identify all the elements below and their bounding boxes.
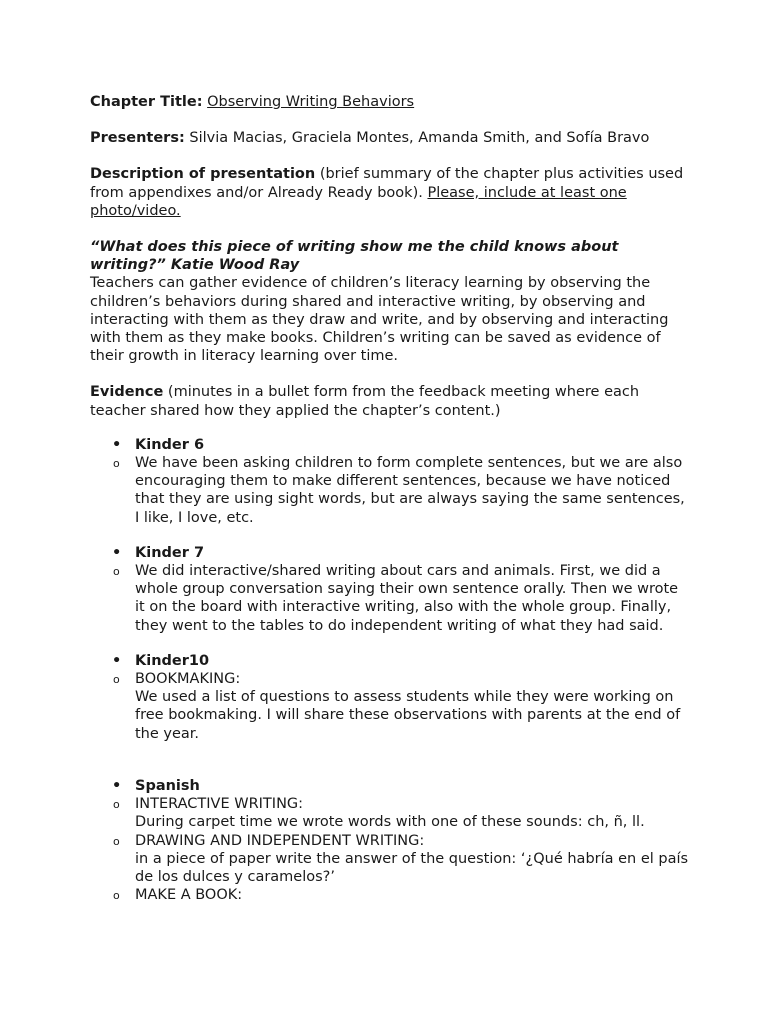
list-item: [90, 832, 690, 850]
list-item: [90, 795, 690, 813]
quote-heading: “What does this piece of writing show me the child knows about writing?” Katie Wood Ray: [90, 239, 619, 274]
evidence-group: [90, 436, 690, 527]
description-request: Please, include at least one photo/video.: [90, 184, 627, 219]
description-label: Description of presentation: [90, 166, 316, 183]
circle-bullet-icon: o: [113, 798, 120, 812]
list-item: [90, 670, 690, 688]
circle-bullet-icon: o: [113, 457, 120, 471]
group-name: Kinder 7: [135, 544, 205, 561]
evidence-paragraph: [90, 383, 690, 419]
description-text: (brief summary of the chapter plus activities used from appendixes and/or Already Ready book).: [90, 166, 684, 201]
list-item: [90, 454, 690, 527]
presenters-line: [90, 129, 690, 147]
list-item-body: During carpet time we wrote words with one of these sounds: ch, ñ, ll.: [135, 814, 645, 831]
evidence-group: [90, 652, 690, 743]
list-item-head: DRAWING AND INDEPENDENT WRITING:: [135, 832, 425, 849]
circle-bullet-icon: o: [113, 565, 120, 579]
bullet-icon: •: [112, 777, 122, 794]
group-heading: [90, 777, 690, 795]
evidence-text: (minutes in a bullet form from the feedback meeting where each teacher shared how they applied the chapter’s content.): [90, 384, 640, 419]
document-page: [90, 93, 690, 904]
list-item-body: We used a list of questions to assess students while they were working on free bookmaking. I will share these observations with parents at the end of the year.: [135, 689, 681, 742]
group-name: Kinder 6: [135, 436, 205, 453]
group-name: Kinder10: [135, 652, 210, 669]
list-item-body: in a piece of paper write the answer of the question: ‘¿Qué habría en el país de los dulces y caramelos?’: [135, 850, 689, 885]
list-item-text: We have been asking children to form complete sentences, but we are also encouraging them to make different sentences, because we have noticed that they are using sight words, but are always saying the same sentences, I like, I love, etc.: [135, 455, 685, 526]
bullet-icon: •: [112, 652, 122, 669]
evidence-group: [90, 777, 690, 904]
evidence-label: Evidence: [90, 384, 164, 401]
evidence-group: [90, 544, 690, 635]
group-heading: [90, 436, 690, 454]
circle-bullet-icon: o: [113, 673, 120, 687]
group-name: Spanish: [135, 777, 200, 794]
list-item-head: INTERACTIVE WRITING:: [135, 796, 304, 813]
description-paragraph: [90, 165, 690, 220]
list-item: [90, 886, 690, 904]
circle-bullet-icon: o: [113, 834, 120, 848]
group-heading: [90, 544, 690, 562]
presenters-names: Silvia Macias, Graciela Montes, Amanda Smith, and Sofía Bravo: [189, 130, 650, 147]
summary-paragraph: Teachers can gather evidence of children’s literacy learning by observing the children’s behaviors during shared and interactive writing, by observing and interacting with them as they draw and write, and by observing and interacting with them as they make books. Children’s writing can be saved as evidence of their growth in literacy learning over time.: [90, 275, 669, 365]
bullet-icon: •: [112, 436, 122, 453]
group-heading: [90, 652, 690, 670]
circle-bullet-icon: o: [113, 889, 120, 903]
chapter-title-label: Chapter Title:: [90, 94, 203, 110]
chapter-title: Observing Writing Behaviors: [207, 94, 415, 110]
chapter-title-line: [90, 93, 690, 111]
list-item: [90, 562, 690, 635]
list-item-head: MAKE A BOOK:: [135, 887, 243, 904]
list-item-text: We did interactive/shared writing about cars and animals. First, we did a whole group conversation saying their own sentence orally. Then we wrote it on the board with interactive writing, also with the whole group. Finally, they went to the tables to do independent writing of what they had said.: [135, 563, 679, 634]
bullet-icon: •: [112, 544, 122, 561]
presenters-label: Presenters:: [90, 130, 185, 147]
list-item-head: BOOKMAKING:: [135, 671, 241, 688]
